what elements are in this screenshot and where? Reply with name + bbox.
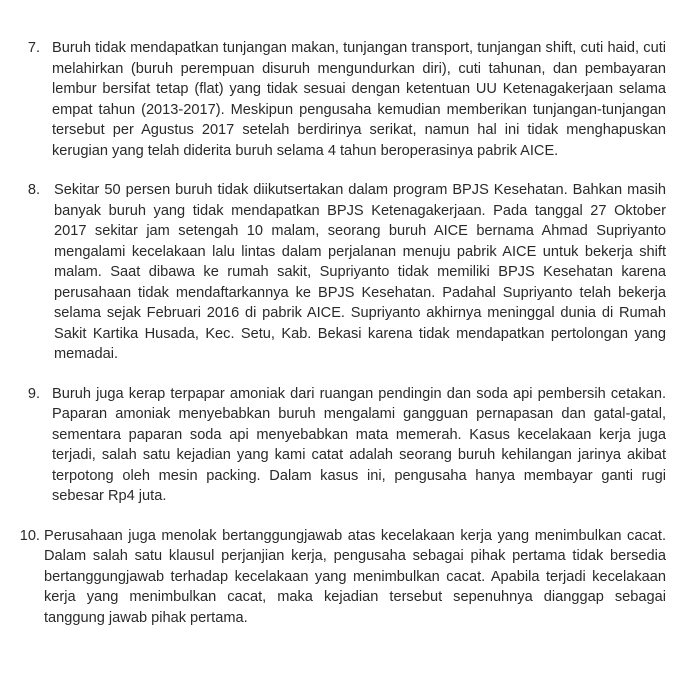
list-item-text: Perusahaan juga menolak bertanggungjawab atas kecelakaan kerja yang menimbulkan cacat. Dalam salah satu klausul perjanjian kerja, pengusaha sebagai pihak pertama tidak bersedia bertanggungjawab terhadap kecelakaan yang menimbulkan cacat. Apabila terjadi kecelakaan kerja yang menimbulkan cacat, maka kejadian tersebut sepenuhnya dianggap sebagai tanggung jawab pihak pertama.: [44, 527, 666, 626]
list-item-text: Sekitar 50 persen buruh tidak diikutsertakan dalam program BPJS Kesehatan. Bahkan masih banyak buruh yang tidak mendapatkan BPJS Ketenagakerjaan. Pada tanggal 27 Oktober 2017 sekitar jam setengah 10 malam, seorang buruh AICE bernama Ahmad Supriyanto mengalami kecelakaan lalu lintas dalam perjalanan menuju pabrik AICE untuk bekerja shift malam. Saat dibawa ke rumah sakit, Supriyanto tidak memiliki BPJS Kesehatan karena perusahaan tidak mendaftarkannya ke BPJS Kesehatan. Padahal Supriyanto telah bekerja selama sejak Februari 2016 di pabrik AICE. Supriyanto akhirnya meninggal dunia di Rumah Sakit Kartika Husada, Kec. Setu, Kab. Bekasi karena tidak mendapatkan pertolongan yang memadai.: [54, 182, 666, 362]
list-item-text: Buruh juga kerap terpapar amoniak dari ruangan pendingin dan soda api pembersih cetakan. Paparan amoniak menyebabkan buruh mengalami gangguan pernapasan dan gatal-gatal, sementara paparan soda api menyebabkan mata memerah. Kasus kecelakaan kerja juga terjadi, salah satu kejadian yang kami catat adalah seorang buruh kehilangan jarinya akibat terpotong oleh mesin packing. Dalam kasus ini, pengusaha hanya membayar ganti rugi sebesar Rp4 juta.: [52, 385, 666, 504]
list-item-8: [0, 180, 666, 365]
list-item-number: 9.: [27, 385, 40, 402]
list-item-number: 7.: [27, 40, 40, 56]
list-item-number: 10.: [19, 527, 40, 544]
list-item-9: [0, 384, 666, 507]
list-item-7: [0, 38, 666, 161]
list-item-number: 8.: [27, 182, 40, 198]
list-item-10: [0, 526, 666, 629]
list-item-text: Buruh tidak mendapatkan tunjangan makan, tunjangan transport, tunjangan shift, cuti haid, cuti melahirkan (buruh perempuan disuruh mengundurkan diri), cuti tahunan, dan pembayaran lembur bersifat tetap (flat) yang tidak sesuai dengan ketentuan UU Ketenagakerjaan selama empat tahun (2013-2017). Meskipun pengusaha kemudian memberikan tunjangan-tunjangan tersebut per Agustus 2017 setelah berdirinya serikat, namun hal ini tidak menghapuskan kerugian yang telah diderita buruh selama 4 tahun beroperasinya pabrik AICE.: [52, 40, 666, 159]
